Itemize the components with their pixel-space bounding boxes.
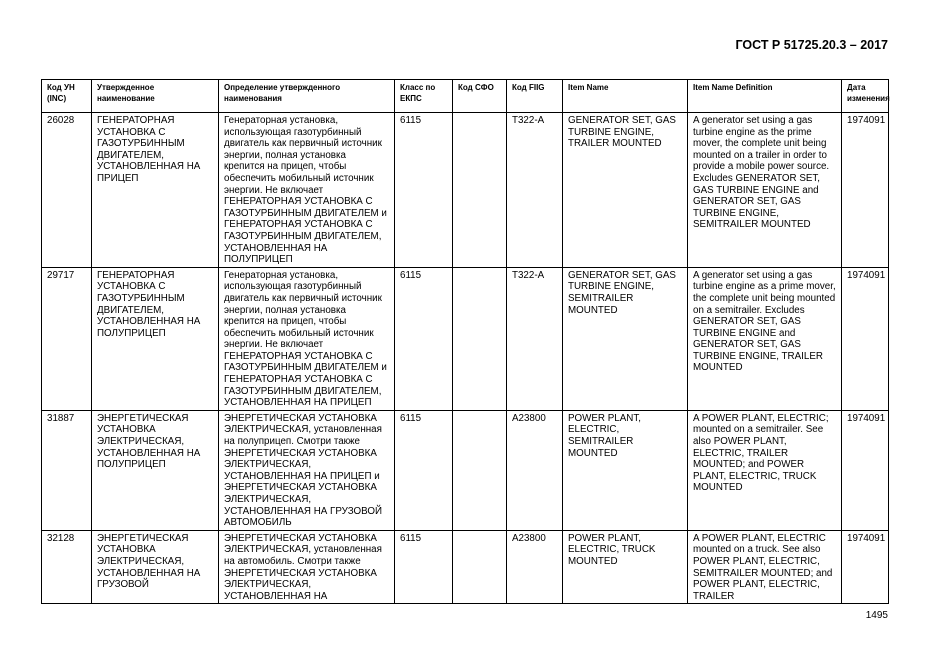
cell-approved-name: ЭНЕРГЕТИЧЕСКАЯ УСТАНОВКА ЭЛЕКТРИЧЕСКАЯ, УСТАНОВЛЕННАЯ НА ГРУЗОВОЙ <box>92 530 219 604</box>
cell-definition: Генераторная установка, использующая газотурбинный двигатель как первичный источник энергии, полная установка крепится на прицеп, чтобы обеспечить мобильный источник энергии. Не включает ГЕНЕРАТОРНАЯ УСТАНОВКА С ГАЗОТУРБИННЫМ ДВИГАТЕЛЕМ и ГЕНЕРАТОРНАЯ УСТАНОВКА С ГАЗОТУРБИННЫМ ДВИГАТЕЛЕМ, УСТАНОВЛЕННАЯ НА ПОЛУПРИЦЕП <box>219 113 395 268</box>
table-header-row <box>42 80 889 113</box>
cell-inc: 26028 <box>42 113 92 268</box>
cell-fiig: A23800 <box>507 530 563 604</box>
cell-item-definition: A POWER PLANT, ELECTRIC; mounted on a semitrailer. See also POWER PLANT, ELECTRIC, TRAILER MOUNTED; and POWER PLANT, ELECTRIC, TRUCK MOUNTED <box>688 410 842 530</box>
cell-sfo <box>453 530 507 604</box>
cell-date: 1974091 <box>842 530 889 604</box>
cell-definition: ЭНЕРГЕТИЧЕСКАЯ УСТАНОВКА ЭЛЕКТРИЧЕСКАЯ, установленная на полуприцеп. Смотри также ЭНЕРГЕТИЧЕСКАЯ УСТАНОВКА ЭЛЕКТРИЧЕСКАЯ, УСТАНОВЛЕННАЯ НА ПРИЦЕП и ЭНЕРГЕТИЧЕСКАЯ УСТАНОВКА ЭЛЕКТРИЧЕСКАЯ, УСТАНОВЛЕННАЯ НА ГРУЗОВОЙ АВТОМОБИЛЬ <box>219 410 395 530</box>
cell-item-definition: A generator set using a gas turbine engine as a prime mover, the complete unit being mounted on a semitrailer. Excludes GENERATOR SET, GAS TURBINE ENGINE and GENERATOR SET, GAS TURBINE ENGINE, TRAILER MOUNTED <box>688 267 842 410</box>
table-row <box>42 530 889 604</box>
header-approved-name: Утвержденное наименование <box>92 80 219 113</box>
cell-item-name: POWER PLANT, ELECTRIC, SEMITRAILER MOUNTED <box>563 410 688 530</box>
cell-sfo <box>453 410 507 530</box>
cell-inc: 29717 <box>42 267 92 410</box>
cell-definition: Генераторная установка, использующая газотурбинный двигатель как первичный источник энергии, полная установка крепится на прицеп, чтобы обеспечить мобильный источник энергии. Не включает ГЕНЕРАТОРНАЯ УСТАНОВКА С ГАЗОТУРБИННЫМ ДВИГАТЕЛЕМ и ГЕНЕРАТОРНАЯ УСТАНОВКА С ГАЗОТУРБИННЫМ ДВИГАТЕЛЕМ, УСТАНОВЛЕННАЯ НА ПРИЦЕП <box>219 267 395 410</box>
cell-item-name: GENERATOR SET, GAS TURBINE ENGINE, TRAILER MOUNTED <box>563 113 688 268</box>
header-item-name: Item Name <box>563 80 688 113</box>
cell-fiig: T322-A <box>507 267 563 410</box>
header-date: Дата изменения <box>842 80 889 113</box>
cell-sfo <box>453 113 507 268</box>
cell-class: 6115 <box>395 113 453 268</box>
cell-approved-name: ГЕНЕРАТОРНАЯ УСТАНОВКА С ГАЗОТУРБИННЫМ ДВИГАТЕЛЕМ, УСТАНОВЛЕННАЯ НА ПРИЦЕП <box>92 113 219 268</box>
cell-inc: 32128 <box>42 530 92 604</box>
header-sfo: Код СФО <box>453 80 507 113</box>
cell-item-definition: A POWER PLANT, ELECTRIC mounted on a truck. See also POWER PLANT, ELECTRIC, SEMITRAILER MOUNTED; and POWER PLANT, ELECTRIC, TRAILER <box>688 530 842 604</box>
cell-approved-name: ЭНЕРГЕТИЧЕСКАЯ УСТАНОВКА ЭЛЕКТРИЧЕСКАЯ, УСТАНОВЛЕННАЯ НА ПОЛУПРИЦЕП <box>92 410 219 530</box>
cell-approved-name: ГЕНЕРАТОРНАЯ УСТАНОВКА С ГАЗОТУРБИННЫМ ДВИГАТЕЛЕМ, УСТАНОВЛЕННАЯ НА ПОЛУПРИЦЕП <box>92 267 219 410</box>
table-row <box>42 267 889 410</box>
cell-item-definition: A generator set using a gas turbine engine as the prime mover, the complete unit being mounted on a trailer in order to provide a mobile power source. Excludes GENERATOR SET, GAS TURBINE ENGINE and GENERATOR SET, GAS TURBINE ENGINE, SEMITRAILER MOUNTED <box>688 113 842 268</box>
header-fiig: Код FIIG <box>507 80 563 113</box>
cell-class: 6115 <box>395 410 453 530</box>
table-row <box>42 113 889 268</box>
header-item-definition: Item Name Definition <box>688 80 842 113</box>
standard-designation: ГОСТ Р 51725.20.3 – 2017 <box>735 38 888 52</box>
cell-class: 6115 <box>395 530 453 604</box>
header-inc: Код УН (INC) <box>42 80 92 113</box>
cell-class: 6115 <box>395 267 453 410</box>
cell-sfo <box>453 267 507 410</box>
header-definition: Определение утвержденного наименования <box>219 80 395 113</box>
cell-fiig: A23800 <box>507 410 563 530</box>
cell-definition: ЭНЕРГЕТИЧЕСКАЯ УСТАНОВКА ЭЛЕКТРИЧЕСКАЯ, установленная на автомобиль. Смотри также ЭНЕРГЕТИЧЕСКАЯ УСТАНОВКА ЭЛЕКТРИЧЕСКАЯ, УСТАНОВЛЕННАЯ НА <box>219 530 395 604</box>
cell-item-name: GENERATOR SET, GAS TURBINE ENGINE, SEMITRAILER MOUNTED <box>563 267 688 410</box>
header-class: Класс по ЕКПС <box>395 80 453 113</box>
cell-inc: 31887 <box>42 410 92 530</box>
catalog-table <box>41 79 889 604</box>
cell-fiig: T322-A <box>507 113 563 268</box>
cell-date: 1974091 <box>842 267 889 410</box>
page-number: 1495 <box>865 610 888 621</box>
cell-item-name: POWER PLANT, ELECTRIC, TRUCK MOUNTED <box>563 530 688 604</box>
cell-date: 1974091 <box>842 410 889 530</box>
cell-date: 1974091 <box>842 113 889 268</box>
table-row <box>42 410 889 530</box>
